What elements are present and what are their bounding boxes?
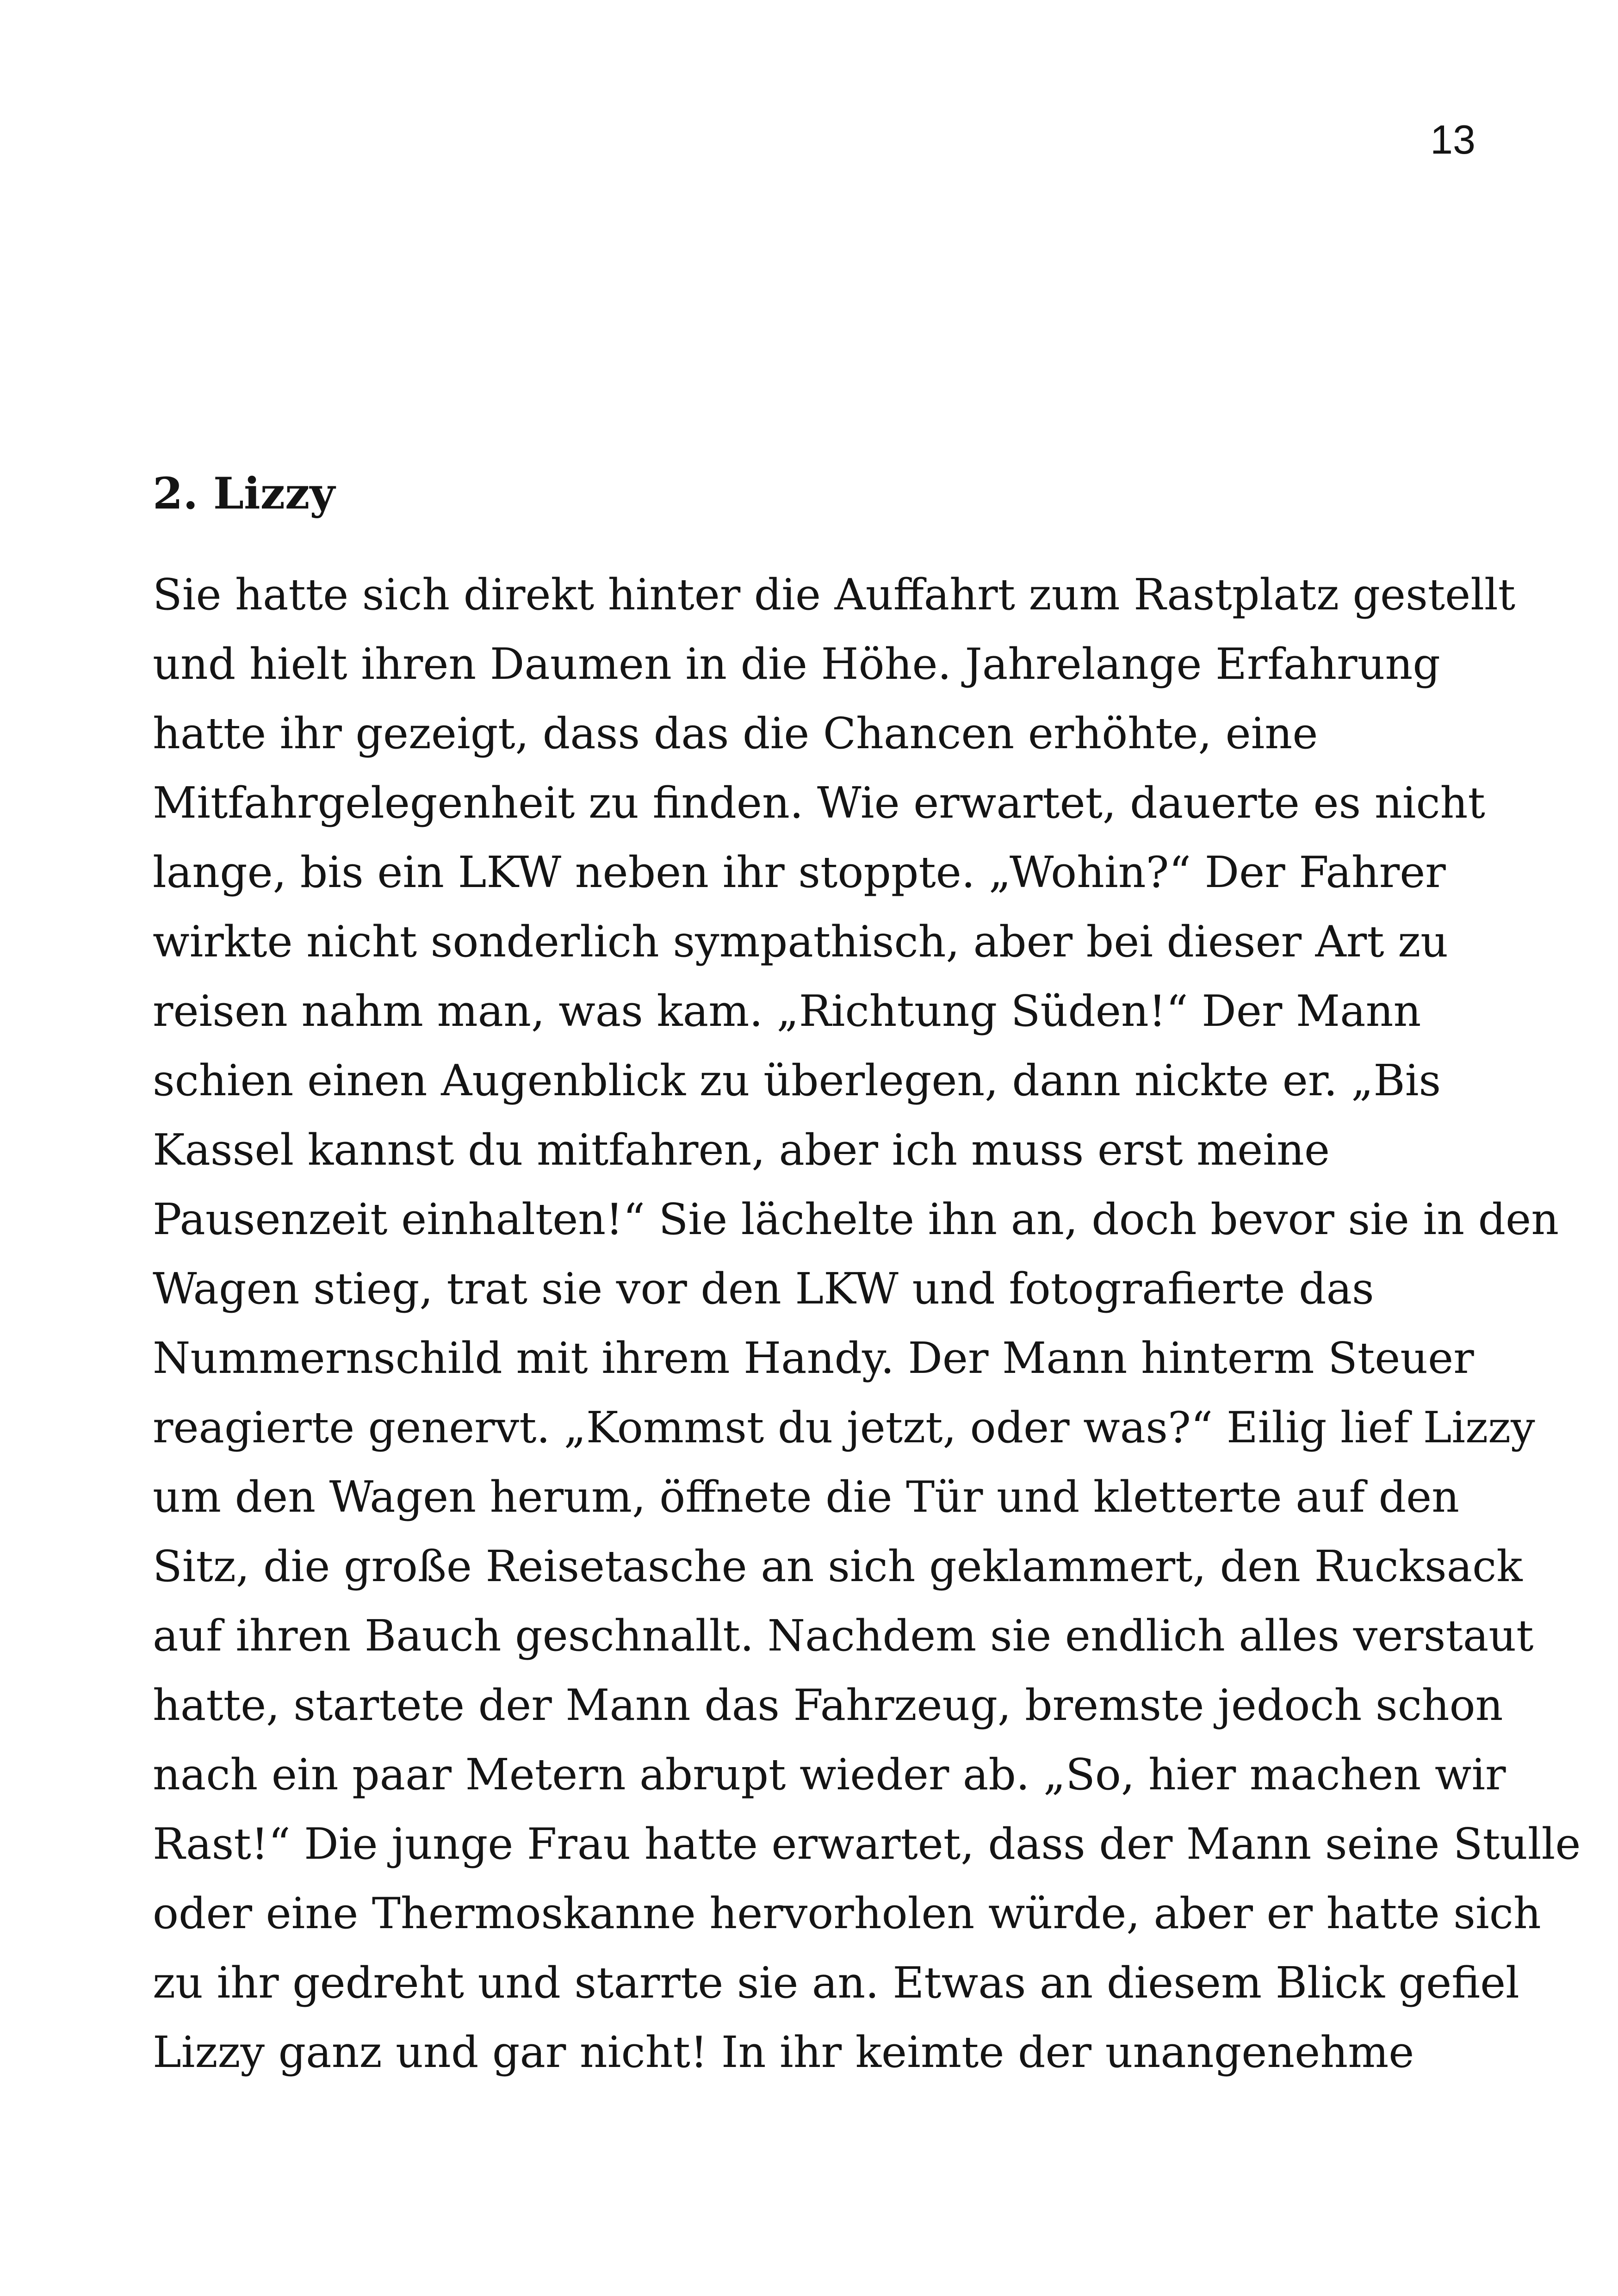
text-line: um den Wagen herum, öffnete die Tür und kletterte auf den [153,1472,1460,1522]
text-line: Pausenzeit einhalten!“ Sie lächelte ihn an, doch bevor sie in den [153,1194,1559,1244]
text-line: reisen nahm man, was kam. „Richtung Süden!“ Der Mann [153,986,1421,1036]
text-line: Sie hatte sich direkt hinter die Auffahrt zum Rastplatz gestellt [153,570,1516,620]
text-line: hatte, startete der Mann das Fahrzeug, bremste jedoch schon [153,1680,1503,1730]
text-line: auf ihren Bauch geschnallt. Nachdem sie endlich alles verstaut [153,1611,1534,1661]
text-line: Wagen stieg, trat sie vor den LKW und fotografierte das [153,1264,1374,1314]
text-line: nach ein paar Metern abrupt wieder ab. „So, hier machen wir [153,1750,1506,1800]
text-line: hatte ihr gezeigt, dass das die Chancen erhöhte, eine [153,708,1318,758]
text-line: Rast!“ Die junge Frau hatte erwartet, dass der Mann seine Stulle [153,1819,1581,1869]
text-line: oder eine Thermoskanne hervorholen würde, aber er hatte sich [153,1888,1541,1938]
body-text [153,560,1581,2087]
text-line: Lizzy ganz und gar nicht! In ihr keimte der unangenehme [153,2027,1414,2077]
text-line: reagierte genervt. „Kommst du jetzt, oder was?“ Eilig lief Lizzy [153,1402,1535,1452]
page-number: 13 [1430,117,1475,162]
text-line: schien einen Augenblick zu überlegen, dann nickte er. „Bis [153,1055,1441,1105]
text-line: Mitfahrgelegenheit zu finden. Wie erwartet, dauerte es nicht [153,778,1485,828]
text-line: Nummernschild mit ihrem Handy. Der Mann hinterm Steuer [153,1333,1474,1383]
text-line: und hielt ihren Daumen in die Höhe. Jahrelange Erfahrung [153,639,1440,689]
text-line: Kassel kannst du mitfahren, aber ich muss erst meine [153,1125,1330,1175]
chapter-title: 2. Lizzy [153,468,335,519]
text-line: wirkte nicht sonderlich sympathisch, aber bei dieser Art zu [153,917,1449,967]
text-line: Sitz, die große Reisetasche an sich geklammert, den Rucksack [153,1541,1523,1591]
text-line: zu ihr gedreht und starrte sie an. Etwas an diesem Blick gefiel [153,1958,1519,2008]
text-line: lange, bis ein LKW neben ihr stoppte. „Wohin?“ Der Fahrer [153,847,1446,897]
